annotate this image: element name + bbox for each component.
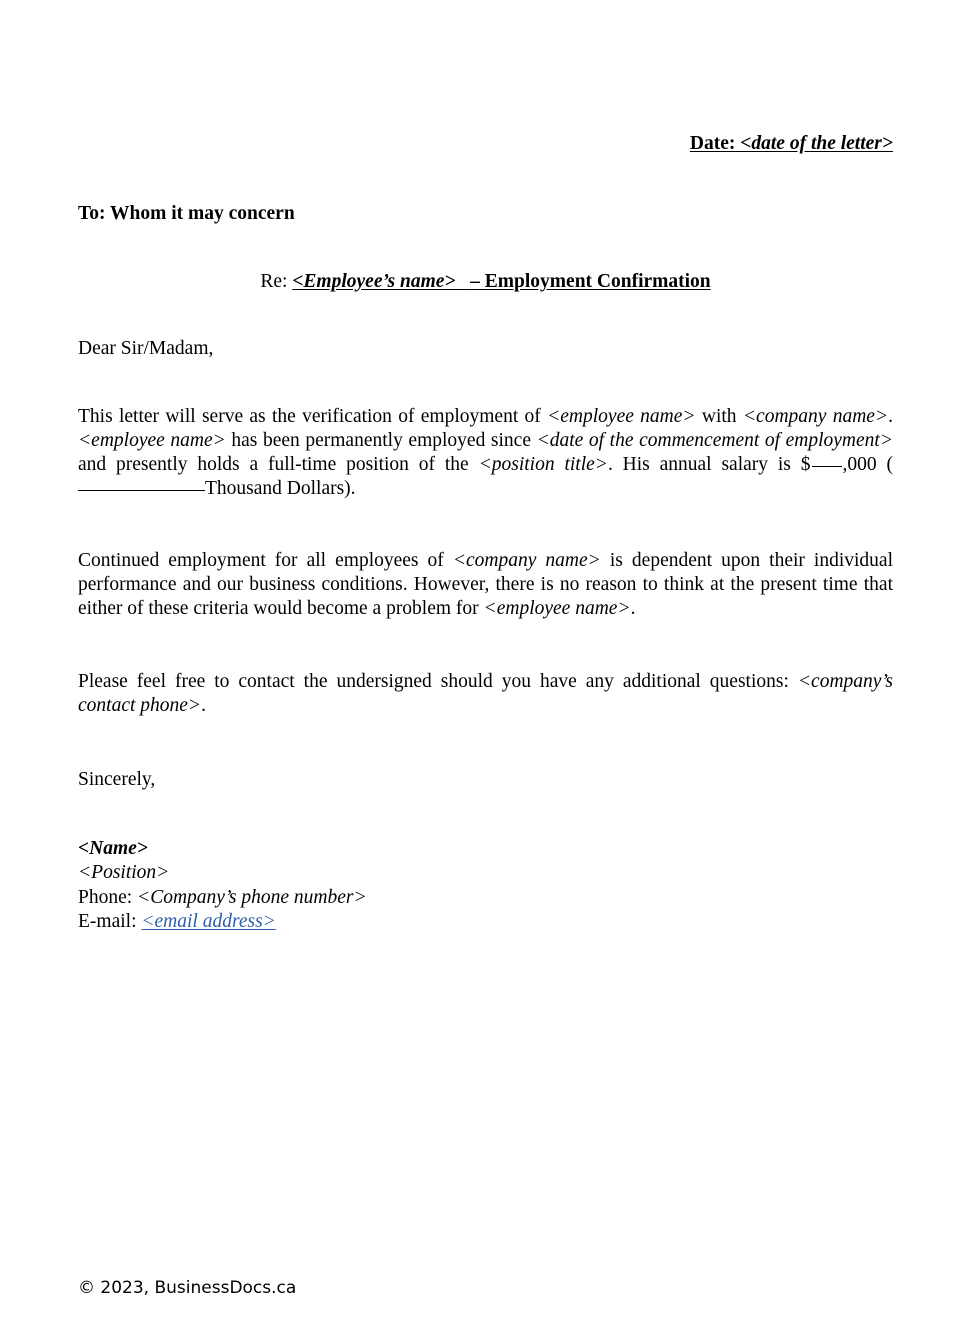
- p1-position-title: <position title>: [478, 453, 608, 475]
- p2-text-3: .: [630, 597, 636, 619]
- footer-copyright: © 2023, BusinessDocs.ca: [78, 1278, 297, 1298]
- re-subject-text: – Employment Confirmation: [470, 270, 711, 292]
- date-label: Date:: [689, 133, 736, 154]
- signer-phone-value: <Company’s phone number>: [137, 886, 367, 908]
- p1-text-8: Thousand Dollars).: [205, 477, 356, 499]
- p3-contact-phone: <company’s contact phone>: [78, 670, 893, 716]
- date-underlined-group: [690, 133, 893, 154]
- signer-position: <Position>: [78, 862, 170, 884]
- p1-text-4: has been permanently employed since: [225, 429, 537, 451]
- p1-text-7: ,000 (: [842, 453, 893, 475]
- signature-block: [78, 837, 893, 935]
- p1-text-1: This letter will serve as the verification of employment of: [78, 405, 548, 427]
- salutation: Dear Sir/Madam,: [78, 338, 214, 360]
- re-employee-placeholder: <Employee’s name>: [292, 270, 456, 292]
- p1-text-2: with: [695, 405, 743, 427]
- salary-words-blank[interactable]: [78, 490, 205, 491]
- signer-phone-line: [78, 886, 893, 911]
- date-value: <date of the letter>: [740, 133, 893, 154]
- p1-commencement-date: <date of the commencement of employment>: [536, 429, 893, 451]
- re-label: Re:: [260, 270, 288, 292]
- re-line: [78, 270, 893, 293]
- date-line: [78, 132, 893, 155]
- p2-text-2: is dependent upon their individual performance and our business conditions. However, there is no reason to think at the present time that either of these criteria would become a problem for: [78, 549, 894, 619]
- salary-thousands-blank[interactable]: [812, 466, 842, 467]
- p3-text-1: Please feel free to contact the undersigned should you have any additional questions:: [78, 670, 798, 692]
- signer-phone-label: Phone:: [78, 886, 138, 908]
- signer-name: <Name>: [78, 837, 148, 859]
- re-subject: [456, 271, 711, 292]
- signer-email-label: E-mail:: [78, 911, 142, 933]
- paragraph-employment-verification: [78, 405, 893, 501]
- p3-text-2: .: [201, 694, 206, 716]
- document-body: [78, 0, 893, 935]
- paragraph-continued-employment: [78, 549, 893, 621]
- p1-text-3: .: [888, 405, 893, 427]
- closing-line: Sincerely,: [78, 768, 156, 790]
- signer-email-line: [78, 910, 893, 935]
- p1-text-6: . His annual salary is $: [607, 453, 811, 475]
- p1-company-name: <company name>: [742, 405, 889, 427]
- p1-employee-name-1: <employee name>: [547, 405, 696, 427]
- paragraph-contact: [78, 670, 893, 718]
- signer-email-link[interactable]: <email address>: [141, 911, 276, 933]
- p1-employee-name-2: <employee name>: [78, 429, 226, 451]
- p1-text-5: and presently holds a full-time position of the: [78, 453, 479, 475]
- p2-text-1: Continued employment for all employees of: [78, 549, 453, 571]
- to-line: To: Whom it may concern: [78, 203, 295, 225]
- p2-employee-name: <employee name>: [483, 597, 631, 619]
- p2-company-name: <company name>: [452, 549, 601, 571]
